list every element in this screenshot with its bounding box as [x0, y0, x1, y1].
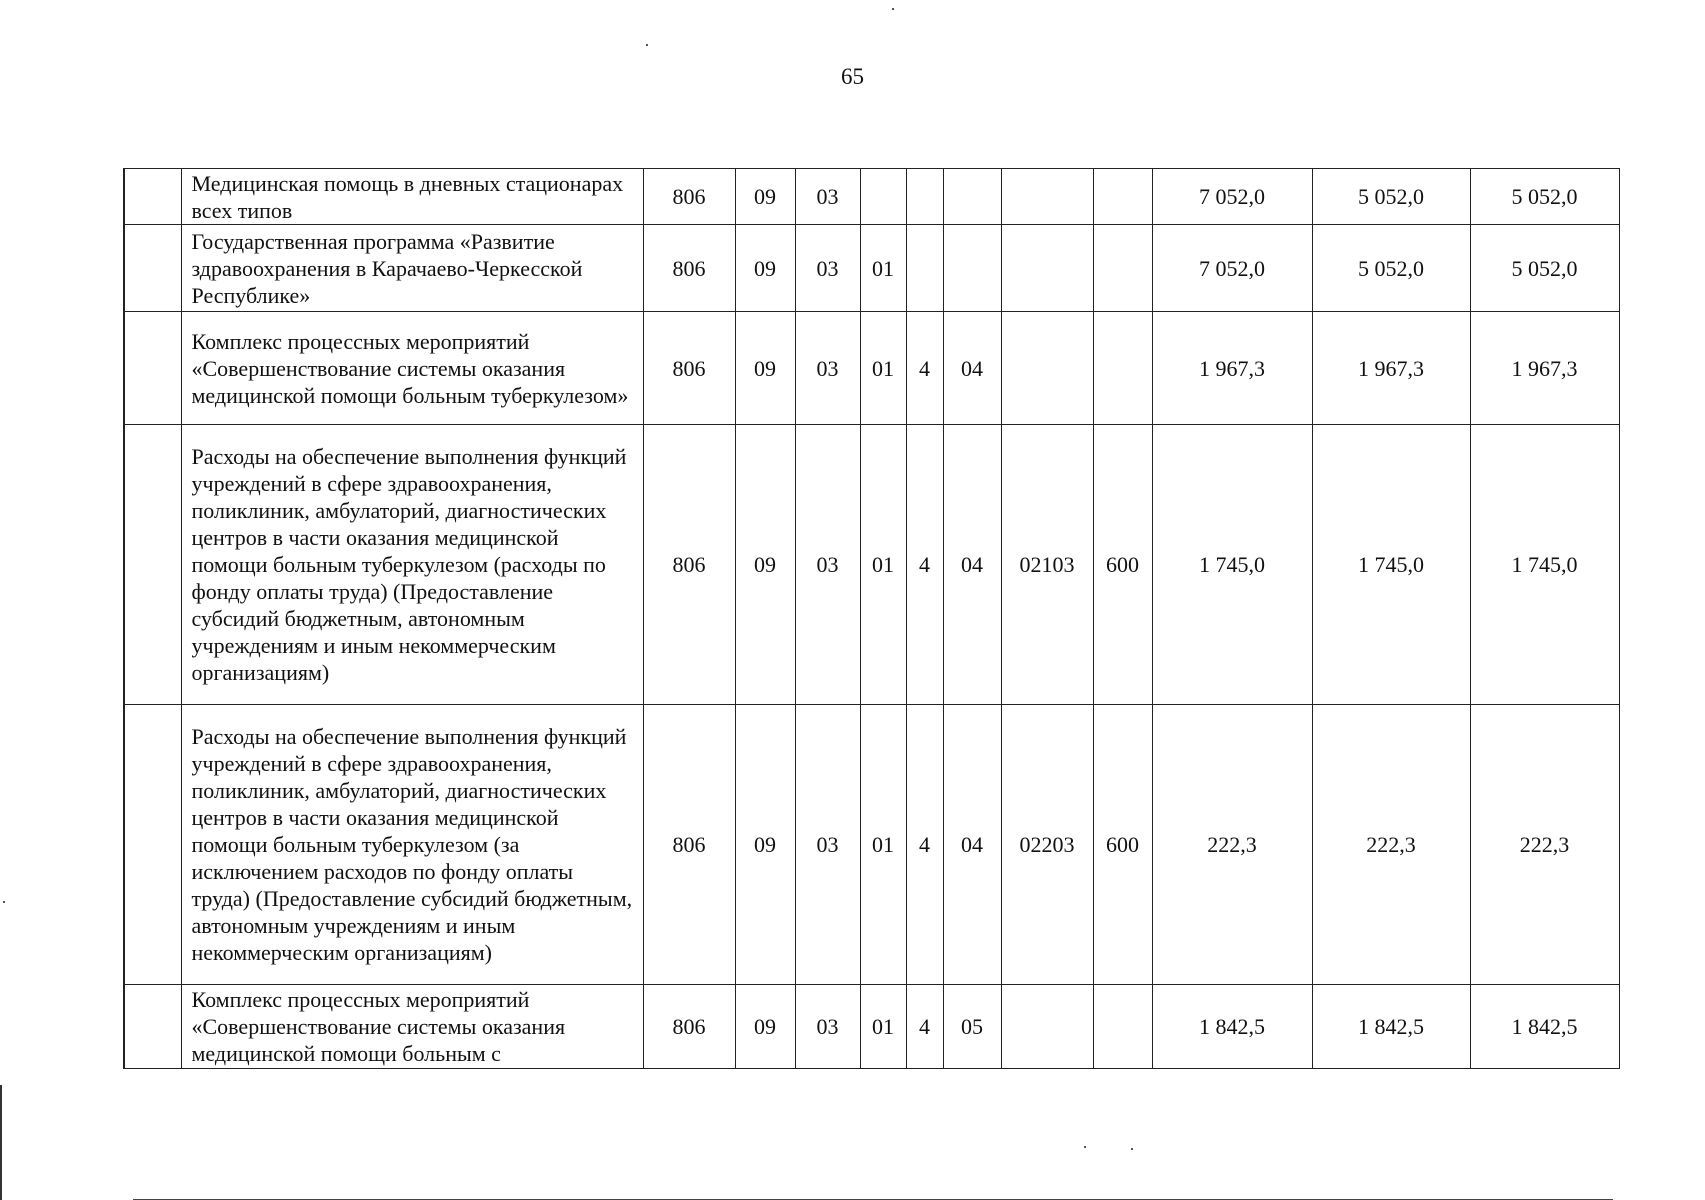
budget-table	[123, 168, 1620, 1069]
structural-element-cell: 04	[943, 705, 1001, 985]
row-marker-cell	[124, 225, 181, 312]
program-code-cell: 01	[860, 225, 906, 312]
amount-year3-cell: 222,3	[1470, 705, 1619, 985]
scan-speck	[3, 901, 5, 903]
department-code-cell: 806	[643, 312, 735, 425]
scan-edge-mark	[0, 1085, 2, 1200]
subsection-code-cell: 03	[795, 225, 860, 312]
expense-type-cell	[1093, 169, 1152, 225]
amount-year3-cell: 1 745,0	[1470, 425, 1619, 705]
table-row	[124, 312, 1619, 425]
program-code-cell: 01	[860, 312, 906, 425]
department-code-cell: 806	[643, 169, 735, 225]
table-row	[124, 169, 1619, 225]
department-code-cell: 806	[643, 985, 735, 1069]
program-code-cell: 01	[860, 705, 906, 985]
row-marker-cell	[124, 985, 181, 1069]
structural-element-cell: 04	[943, 312, 1001, 425]
amount-year2-cell: 1 842,5	[1312, 985, 1470, 1069]
direction-code-cell	[1001, 169, 1093, 225]
program-type-cell: 4	[906, 425, 943, 705]
department-code-cell: 806	[643, 225, 735, 312]
amount-year1-cell: 7 052,0	[1152, 169, 1312, 225]
amount-year3-cell: 5 052,0	[1470, 225, 1619, 312]
direction-code-cell	[1001, 312, 1093, 425]
amount-year1-cell: 1 842,5	[1152, 985, 1312, 1069]
expense-type-cell	[1093, 225, 1152, 312]
program-code-cell: 01	[860, 425, 906, 705]
scan-speck	[892, 8, 894, 10]
direction-code-cell	[1001, 985, 1093, 1069]
program-code-cell: 01	[860, 985, 906, 1069]
structural-element-cell	[943, 169, 1001, 225]
amount-year1-cell: 7 052,0	[1152, 225, 1312, 312]
department-code-cell: 806	[643, 705, 735, 985]
department-code-cell: 806	[643, 425, 735, 705]
section-code-cell: 09	[735, 985, 795, 1069]
structural-element-cell: 05	[943, 985, 1001, 1069]
direction-code-cell	[1001, 225, 1093, 312]
row-marker-cell	[124, 425, 181, 705]
amount-year2-cell: 222,3	[1312, 705, 1470, 985]
section-code-cell: 09	[735, 705, 795, 985]
program-type-cell	[906, 169, 943, 225]
amount-year1-cell: 1 745,0	[1152, 425, 1312, 705]
amount-year2-cell: 5 052,0	[1312, 225, 1470, 312]
subsection-code-cell: 03	[795, 705, 860, 985]
subsection-code-cell: 03	[795, 985, 860, 1069]
structural-element-cell: 04	[943, 425, 1001, 705]
amount-year2-cell: 5 052,0	[1312, 169, 1470, 225]
subsection-code-cell: 03	[795, 169, 860, 225]
item-name-cell: Комплекс процессных мероприятий «Совершенствование системы оказания медицинской помощи больным туберкулезом»	[181, 312, 643, 425]
expense-type-cell: 600	[1093, 705, 1152, 985]
scan-speck	[646, 44, 648, 46]
table-body	[124, 169, 1619, 1069]
amount-year2-cell: 1 745,0	[1312, 425, 1470, 705]
table-row	[124, 705, 1619, 985]
direction-code-cell: 02203	[1001, 705, 1093, 985]
row-marker-cell	[124, 312, 181, 425]
item-name-cell: Расходы на обеспечение выполнения функций учреждений в сфере здравоохранения, поликлиник, амбулаторий, диагностических центров в части оказания медицинской помощи больным туберкулезом (за исключением расходов по фонду оплаты труда) (Предоставление субсидий бюджетным, автономным учреждениям и иным некоммерческим организациям)	[181, 705, 643, 985]
section-code-cell: 09	[735, 425, 795, 705]
section-code-cell: 09	[735, 312, 795, 425]
subsection-code-cell: 03	[795, 425, 860, 705]
program-type-cell: 4	[906, 312, 943, 425]
amount-year1-cell: 1 967,3	[1152, 312, 1312, 425]
program-type-cell: 4	[906, 705, 943, 985]
structural-element-cell	[943, 225, 1001, 312]
table-row	[124, 425, 1619, 705]
amount-year3-cell: 1 842,5	[1470, 985, 1619, 1069]
section-code-cell: 09	[735, 169, 795, 225]
amount-year1-cell: 222,3	[1152, 705, 1312, 985]
expense-type-cell	[1093, 985, 1152, 1069]
program-type-cell	[906, 225, 943, 312]
row-marker-cell	[124, 705, 181, 985]
item-name-cell: Медицинская помощь в дневных стационарах всех типов	[181, 169, 643, 225]
program-code-cell	[860, 169, 906, 225]
direction-code-cell: 02103	[1001, 425, 1093, 705]
section-code-cell: 09	[735, 225, 795, 312]
row-marker-cell	[124, 169, 181, 225]
expense-type-cell: 600	[1093, 425, 1152, 705]
amount-year3-cell: 5 052,0	[1470, 169, 1619, 225]
item-name-cell: Государственная программа «Развитие здравоохранения в Карачаево-Черкесской Республике»	[181, 225, 643, 312]
subsection-code-cell: 03	[795, 312, 860, 425]
amount-year3-cell: 1 967,3	[1470, 312, 1619, 425]
item-name-cell: Комплекс процессных мероприятий «Совершенствование системы оказания медицинской помощи больным с	[181, 985, 643, 1069]
expense-type-cell	[1093, 312, 1152, 425]
table-row	[124, 225, 1619, 312]
table-row	[124, 985, 1619, 1069]
scan-speck	[1084, 1146, 1086, 1148]
amount-year2-cell: 1 967,3	[1312, 312, 1470, 425]
page-number: 65	[841, 64, 864, 89]
program-type-cell: 4	[906, 985, 943, 1069]
scan-speck	[1131, 1148, 1133, 1150]
item-name-cell: Расходы на обеспечение выполнения функций учреждений в сфере здравоохранения, поликлиник, амбулаторий, диагностических центров в части оказания медицинской помощи больным туберкулезом (расходы по фонду оплаты труда) (Предоставление субсидий бюджетным, автономным учреждениям и иным некоммерческим организациям)	[181, 425, 643, 705]
